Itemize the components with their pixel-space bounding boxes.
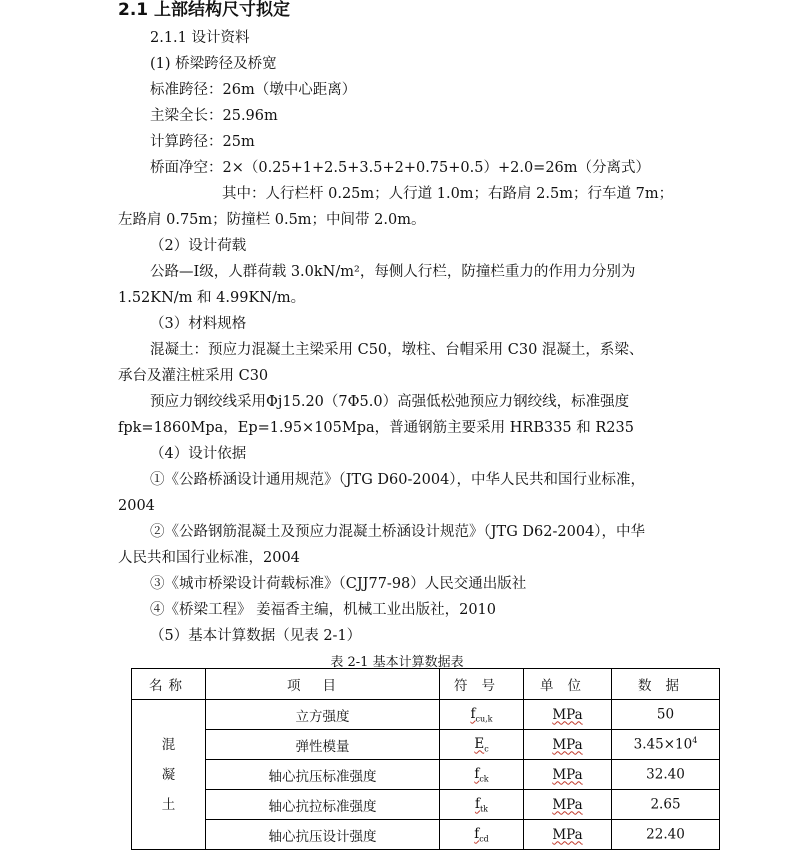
table-row bbox=[132, 820, 720, 850]
body-line: 预应力钢绞线采用Φj15.20（7Φ5.0）高强低松弛预应力钢绞线，标准强度 bbox=[150, 394, 630, 410]
body-line: 承台及灌注桩采用 C30 bbox=[118, 368, 269, 384]
symbol-cell: $f_{tk}$ bbox=[440, 790, 524, 820]
header-name: 名称 bbox=[132, 669, 206, 700]
unit-cell: MPa bbox=[524, 700, 612, 730]
unit-cell: MPa bbox=[524, 730, 612, 760]
symbol-cell: $f_{ck}$ bbox=[440, 760, 524, 790]
unit-cell: MPa bbox=[524, 760, 612, 790]
value-cell: 22.40 bbox=[612, 820, 720, 850]
table-header-row bbox=[132, 669, 720, 700]
table-row bbox=[132, 790, 720, 820]
section-heading: 2.1 上部结构尺寸拟定 bbox=[118, 0, 291, 20]
header-symbol: 符号 bbox=[440, 669, 524, 700]
subsection-title: 2.1.1 设计资料 bbox=[150, 30, 250, 46]
table-row bbox=[132, 730, 720, 760]
table-row bbox=[132, 760, 720, 790]
body-line: 左路肩 0.75m；防撞栏 0.5m；中间带 2.0m。 bbox=[118, 212, 426, 228]
item-title: (1) 桥梁跨径及桥宽 bbox=[150, 56, 277, 72]
table-caption: 表 2-1 基本计算数据表 bbox=[330, 655, 464, 670]
reference-line: ①《公路桥涵设计通用规范》（JTG D60-2004），中华人民共和国行业标准， bbox=[150, 472, 646, 488]
data-table bbox=[131, 668, 720, 850]
item-cell: 轴心抗压设计强度 bbox=[206, 820, 440, 850]
group-char: 混 bbox=[161, 736, 176, 753]
symbol-cell: $f_{cd}$ bbox=[440, 820, 524, 850]
item-title: （4）设计依据 bbox=[150, 446, 247, 462]
body-line: 其中：人行栏杆 0.25m；人行道 1.0m；右路肩 2.5m；行车道 7m； bbox=[222, 186, 674, 202]
item-title: （3）材料规格 bbox=[150, 316, 247, 332]
header-unit: 单位 bbox=[524, 669, 612, 700]
unit-cell: MPa bbox=[524, 820, 612, 850]
group-cell bbox=[132, 700, 206, 850]
header-item: 项目 bbox=[206, 669, 440, 700]
item-cell: 弹性模量 bbox=[206, 730, 440, 760]
body-line: 混凝土：预应力混凝土主梁采用 C50，墩柱、台帽采用 C30 混凝土，系梁、 bbox=[150, 342, 644, 358]
reference-line: ③《城市桥梁设计荷载标准》（CJJ77-98）人民交通出版社 bbox=[150, 576, 527, 592]
body-line: 计算跨径：25m bbox=[150, 134, 255, 150]
symbol-cell: $f_{cu,k}$ bbox=[440, 700, 524, 730]
reference-line: 人民共和国行业标准，2004 bbox=[118, 550, 300, 566]
value-cell: 32.40 bbox=[612, 760, 720, 790]
item-cell: 立方强度 bbox=[206, 700, 440, 730]
body-line: 公路—Ⅰ级，人群荷载 3.0kN/m²，每侧人行栏，防撞栏重力的作用力分别为 bbox=[150, 264, 636, 280]
reference-line: 2004 bbox=[118, 498, 155, 514]
symbol-cell: $E_c$ bbox=[440, 730, 524, 760]
value-cell: 50 bbox=[612, 700, 720, 730]
body-line: fpk=1860Mpa，Ep=1.95×105Mpa，普通钢筋主要采用 HRB335 和 R235 bbox=[118, 420, 634, 436]
unit-cell: MPa bbox=[524, 790, 612, 820]
body-line: 1.52KN/m 和 4.99KN/m。 bbox=[118, 290, 306, 306]
table-row bbox=[132, 700, 720, 730]
reference-line: ④《桥梁工程》 姜福香主编，机械工业出版社，2010 bbox=[150, 602, 497, 618]
group-char: 土 bbox=[161, 796, 176, 813]
item-cell: 轴心抗拉标准强度 bbox=[206, 790, 440, 820]
header-value: 数据 bbox=[612, 669, 720, 700]
item-title: （2）设计荷载 bbox=[150, 238, 247, 254]
body-line: 主梁全长：25.96m bbox=[150, 108, 278, 124]
value-cell: $3.45\times 10^4$ bbox=[612, 730, 720, 760]
body-line: 桥面净空：2×（0.25+1+2.5+3.5+2+0.75+0.5）+2.0=26m（分离式） bbox=[150, 160, 651, 176]
item-cell: 轴心抗压标准强度 bbox=[206, 760, 440, 790]
value-cell: 2.65 bbox=[612, 790, 720, 820]
reference-line: ②《公路钢筋混凝土及预应力混凝土桥涵设计规范》（JTG D62-2004），中华 bbox=[150, 524, 646, 540]
group-char: 凝 bbox=[161, 766, 176, 783]
item-title: （5）基本计算数据（见表 2-1） bbox=[150, 628, 362, 644]
body-line: 标准跨径：26m（墩中心距离） bbox=[150, 82, 357, 98]
